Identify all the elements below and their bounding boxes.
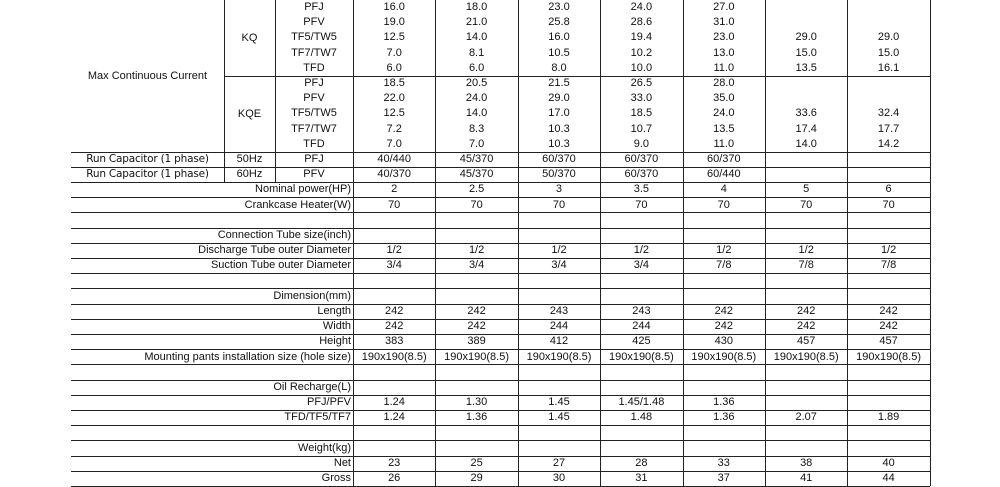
value-cell: 242: [714, 305, 733, 317]
value-cell: 5: [803, 183, 810, 196]
value-cell: 3/4: [386, 259, 402, 272]
value-cell: 18.5: [383, 77, 405, 89]
value-cell: [765, 15, 847, 30]
value-cell: 190x190(8.5): [608, 350, 674, 363]
row-divider: [71, 273, 930, 274]
value-cell: 190x190(8.5): [361, 350, 427, 363]
value-cell: 24.0: [465, 92, 488, 105]
value-cell: 14.2: [877, 137, 900, 150]
value-cell: 12.5: [383, 107, 405, 120]
model-type-label: TFD: [303, 61, 325, 74]
value-cell: 13.0: [713, 46, 735, 59]
table-row: [71, 167, 930, 182]
value-cell: 70: [635, 198, 648, 211]
value-cell: 37: [717, 472, 730, 485]
model-type-label: TF7/TW7: [291, 122, 337, 135]
table-row: [71, 15, 930, 30]
table-row: [71, 91, 930, 106]
value-cell: 190x190(8.5): [444, 350, 509, 363]
value-cell: 242: [879, 305, 898, 317]
value-cell: 2.07: [795, 411, 817, 424]
model-type-label: TF7/TW7: [291, 46, 337, 59]
value-cell: 11.0: [713, 137, 735, 150]
value-cell: 10.5: [548, 46, 570, 59]
value-cell: 412: [549, 335, 569, 348]
value-cell: 31: [635, 472, 648, 485]
value-cell: 1/2: [468, 244, 485, 257]
value-cell: 6: [885, 183, 892, 196]
value-cell: 18.0: [465, 1, 488, 13]
spec-label: Height: [319, 335, 351, 348]
value-cell: 13.5: [795, 61, 817, 74]
value-cell: 457: [797, 335, 816, 348]
value-cell: 2: [391, 183, 398, 196]
value-cell: 16.0: [548, 31, 570, 44]
value-cell: 70: [882, 198, 895, 211]
value-cell: 7.0: [468, 137, 485, 150]
value-cell: 33.6: [795, 107, 817, 120]
value-cell: 70: [552, 198, 566, 211]
table-row: [71, 456, 930, 471]
value-cell: 26: [388, 472, 401, 485]
value-cell: 14.0: [465, 107, 488, 120]
value-cell: 3: [555, 183, 563, 196]
value-cell: 28.6: [630, 16, 653, 29]
value-cell: 242: [467, 305, 486, 317]
value-cell: 29.0: [548, 92, 570, 105]
value-cell: 40/440: [377, 153, 412, 165]
row-divider: [71, 364, 930, 365]
value-cell: 23.0: [548, 1, 570, 13]
value-cell: 60/440: [706, 168, 741, 181]
table-row: [71, 228, 930, 243]
value-cell: 1.24: [383, 411, 405, 424]
value-cell: 50/370: [542, 168, 576, 181]
value-cell: 6.0: [386, 61, 402, 74]
row-divider: [71, 425, 930, 426]
value-cell: 7.2: [386, 122, 402, 135]
value-cell: 244: [549, 320, 569, 333]
value-cell: 27: [552, 457, 566, 469]
table-row: [71, 410, 930, 425]
model-type-label: PFV: [303, 92, 325, 105]
column-divider: [224, 0, 225, 152]
value-cell: 41: [800, 472, 813, 485]
value-cell: 15.0: [795, 46, 817, 59]
value-cell: 15.0: [877, 46, 900, 59]
spec-label: Nominal power(HP): [255, 183, 351, 196]
value-cell: 24.0: [630, 1, 653, 13]
value-cell: [765, 91, 847, 106]
value-cell: 1.45: [548, 396, 570, 409]
value-cell: 35.0: [713, 92, 735, 105]
value-cell: 243: [632, 305, 651, 317]
value-cell: 17.7: [877, 122, 900, 135]
value-cell: 1/2: [386, 244, 402, 257]
max-current-label: Max Continuous Current: [87, 70, 208, 82]
value-cell: 14.0: [465, 31, 488, 44]
value-cell: 1/2: [716, 244, 732, 257]
value-cell: 25: [470, 457, 483, 469]
value-cell: [847, 76, 929, 91]
value-cell: 242: [385, 320, 404, 333]
value-cell: [847, 152, 929, 167]
value-cell: 430: [714, 335, 733, 348]
table-row: [71, 243, 930, 258]
value-cell: 31.0: [713, 16, 735, 29]
value-cell: 6.0: [468, 61, 485, 74]
value-cell: [765, 395, 847, 410]
spec-label: TFD/TF5/TF7: [284, 411, 351, 424]
value-cell: 1.36: [713, 396, 735, 409]
value-cell: 1.48: [630, 411, 653, 424]
frequency-label: 60Hz: [236, 168, 263, 181]
value-cell: 40: [882, 457, 895, 469]
value-cell: 14.0: [795, 137, 817, 150]
value-cell: 7.0: [386, 137, 402, 150]
table-row: [71, 441, 930, 456]
value-cell: 23: [388, 457, 401, 469]
value-cell: 8.3: [468, 122, 485, 135]
table-row: [71, 289, 930, 304]
row-divider: [71, 212, 930, 213]
value-cell: 29.0: [877, 31, 900, 44]
group-label: KQ: [241, 32, 258, 44]
value-cell: 7/8: [798, 259, 814, 272]
value-cell: 10.3: [548, 137, 570, 150]
model-type-label: PFV: [303, 168, 325, 181]
value-cell: 1.36: [465, 411, 488, 424]
value-cell: 3/4: [633, 259, 650, 272]
value-cell: 60/370: [706, 153, 741, 165]
model-type-label: PFJ: [304, 1, 324, 13]
model-type-label: PFJ: [304, 153, 324, 165]
spec-label: Gross: [321, 472, 351, 485]
value-cell: 190x190(8.5): [773, 350, 839, 363]
value-cell: [847, 167, 929, 182]
table-row: [71, 395, 930, 410]
value-cell: [847, 91, 929, 106]
value-cell: 4: [720, 183, 727, 196]
value-cell: 26.5: [630, 77, 653, 89]
value-cell: 242: [714, 320, 733, 333]
model-type-label: TFD: [303, 137, 325, 150]
value-cell: 60/370: [624, 153, 659, 165]
value-cell: 1.24: [383, 396, 405, 409]
value-cell: 16.1: [877, 61, 900, 74]
value-cell: 1/2: [798, 244, 814, 257]
table-row: [71, 198, 930, 213]
value-cell: 190x190(8.5): [691, 350, 757, 363]
value-cell: 29.0: [795, 31, 817, 44]
value-cell: [847, 0, 929, 15]
value-cell: 38: [800, 457, 813, 469]
table-row: [71, 137, 930, 152]
value-cell: [765, 0, 847, 15]
value-cell: 1/2: [880, 244, 897, 257]
value-cell: 21.0: [465, 16, 488, 29]
value-cell: 40/370: [377, 168, 412, 181]
column-divider: [435, 0, 436, 486]
run-capacitor-label: Run Capacitor (1 phase): [86, 168, 209, 181]
value-cell: 7/8: [716, 259, 732, 272]
value-cell: 242: [797, 305, 816, 317]
value-cell: 7/8: [880, 259, 897, 272]
column-divider: [518, 0, 519, 486]
table-row: [71, 304, 930, 319]
value-cell: 13.5: [713, 122, 735, 135]
value-cell: 243: [549, 305, 569, 317]
value-cell: 44: [882, 472, 895, 485]
value-cell: 60/370: [624, 168, 659, 181]
table-row: [71, 258, 930, 273]
value-cell: 32.4: [877, 107, 900, 120]
column-divider: [224, 152, 225, 182]
value-cell: 21.5: [548, 77, 570, 89]
value-cell: 18.5: [630, 107, 653, 120]
value-cell: 28: [635, 457, 648, 469]
table-row: [71, 380, 930, 395]
value-cell: 1.45/1.48: [618, 396, 665, 409]
spec-label: Net: [333, 457, 351, 469]
table-row: [71, 334, 930, 349]
spec-label: Discharge Tube outer Diameter: [198, 244, 351, 257]
frequency-label: 50Hz: [236, 153, 263, 165]
value-cell: 29: [470, 472, 483, 485]
value-cell: 7.0: [386, 46, 402, 59]
table-row: [71, 122, 930, 137]
value-cell: 33: [717, 457, 730, 469]
value-cell: 389: [467, 335, 486, 348]
value-cell: 242: [467, 320, 486, 333]
value-cell: 190x190(8.5): [526, 350, 592, 363]
section-title: Oil Recharge(L): [273, 381, 351, 393]
value-cell: 9.0: [633, 137, 650, 150]
spec-label: Mounting pants installation size (hole size): [144, 350, 351, 363]
value-cell: 20.5: [465, 77, 488, 89]
spec-label: PFJ/PFV: [306, 396, 351, 409]
value-cell: 242: [385, 305, 404, 317]
value-cell: 23.0: [713, 31, 735, 44]
table-row: [71, 182, 930, 197]
value-cell: 1.30: [465, 396, 488, 409]
spec-label: Length: [317, 305, 351, 317]
spec-label: Suction Tube outer Diameter: [210, 259, 351, 272]
value-cell: 2.5: [468, 183, 485, 196]
column-divider: [847, 0, 848, 486]
value-cell: 10.7: [630, 122, 653, 135]
value-cell: 1/2: [633, 244, 650, 257]
column-divider: [930, 0, 931, 486]
value-cell: 60/370: [542, 153, 576, 165]
model-type-label: TF5/TW5: [291, 31, 337, 44]
value-cell: 70: [388, 198, 401, 211]
column-divider: [683, 0, 684, 486]
value-cell: 425: [632, 335, 651, 348]
section-title: Weight(kg): [298, 441, 351, 454]
value-cell: 1.36: [713, 411, 735, 424]
value-cell: 28.0: [713, 77, 735, 89]
value-cell: 45/370: [459, 153, 494, 165]
value-cell: 190x190(8.5): [856, 350, 921, 363]
value-cell: 22.0: [383, 92, 405, 105]
spec-label: Crankcase Heater(W): [244, 198, 351, 211]
table-row: [71, 350, 930, 365]
value-cell: 25.8: [548, 16, 570, 29]
value-cell: 24.0: [713, 107, 735, 120]
model-type-label: TF5/TW5: [291, 107, 337, 120]
column-divider: [600, 0, 601, 486]
value-cell: 12.5: [383, 31, 405, 44]
table-row: [71, 471, 930, 486]
value-cell: 10.0: [630, 61, 653, 74]
value-cell: 11.0: [713, 61, 735, 74]
value-cell: 10.3: [548, 122, 570, 135]
value-cell: 242: [797, 320, 816, 333]
value-cell: 457: [879, 335, 898, 348]
value-cell: 1.45: [548, 411, 570, 424]
value-cell: 19.0: [383, 16, 405, 29]
table-row: [71, 30, 930, 45]
table-row: [71, 319, 930, 334]
value-cell: 3/4: [468, 259, 485, 272]
value-cell: 1/2: [551, 244, 567, 257]
value-cell: 70: [470, 198, 483, 211]
spec-label: Width: [322, 320, 351, 333]
table-row: [71, 46, 930, 61]
value-cell: 17.0: [548, 107, 570, 120]
value-cell: 27.0: [713, 1, 735, 13]
value-cell: [847, 15, 929, 30]
value-cell: 70: [800, 198, 813, 211]
table-row: [71, 0, 930, 15]
value-cell: 17.4: [795, 122, 817, 135]
run-capacitor-label: Run Capacitor (1 phase): [86, 153, 209, 165]
column-divider: [353, 0, 354, 486]
group-label: KQE: [237, 108, 262, 120]
value-cell: 45/370: [459, 168, 494, 181]
value-cell: 10.2: [630, 46, 653, 59]
model-type-label: PFJ: [304, 77, 324, 89]
value-cell: 383: [385, 335, 404, 348]
value-cell: 3.5: [633, 183, 650, 196]
value-cell: 16.0: [383, 1, 405, 13]
value-cell: [765, 76, 847, 91]
value-cell: 242: [879, 320, 898, 333]
value-cell: 1.89: [877, 411, 900, 424]
column-divider: [765, 0, 766, 486]
section-title: Connection Tube size(inch): [217, 229, 351, 241]
value-cell: [765, 167, 847, 182]
value-cell: 244: [632, 320, 651, 333]
table-row: [71, 106, 930, 121]
value-cell: 8.0: [551, 61, 567, 74]
value-cell: 30: [552, 472, 566, 485]
model-type-label: PFV: [303, 16, 325, 29]
value-cell: [847, 395, 929, 410]
value-cell: [765, 152, 847, 167]
value-cell: 19.4: [630, 31, 653, 44]
section-title: Dimension(mm): [273, 289, 351, 302]
value-cell: 70: [717, 198, 730, 211]
value-cell: 33.0: [630, 92, 653, 105]
value-cell: 3/4: [551, 259, 567, 272]
value-cell: 8.1: [468, 46, 485, 59]
table-row: [71, 152, 930, 167]
